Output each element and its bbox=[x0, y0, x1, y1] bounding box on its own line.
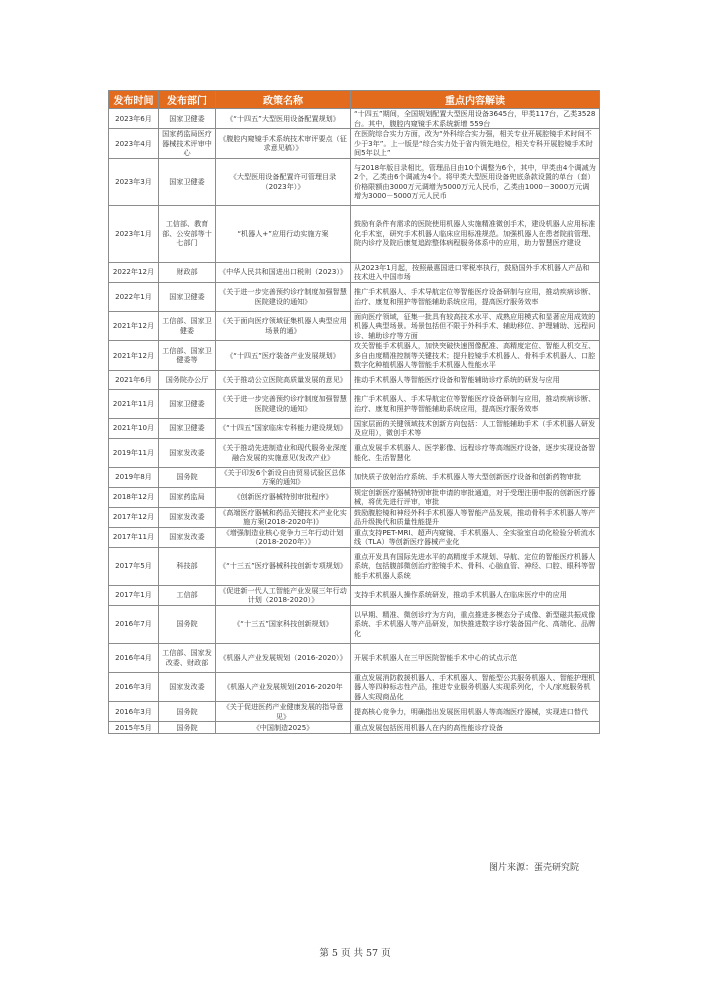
cell-policy-name: 《关于推动先进制造业和现代服务业深度融合发展的实施意见(发改产业》 bbox=[216, 438, 351, 467]
cell-date: 2022年1月 bbox=[109, 282, 159, 311]
table-row bbox=[109, 311, 600, 341]
cell-department: 国家药监局医疗器械技术评审中心 bbox=[159, 129, 216, 159]
header-key-content: 重点内容解读 bbox=[351, 91, 600, 109]
table-row bbox=[109, 341, 600, 371]
cell-date: 2015年5月 bbox=[109, 722, 159, 734]
cell-date: 2021年6月 bbox=[109, 370, 159, 389]
cell-department: 国家卫健委 bbox=[159, 158, 216, 205]
cell-key-content: 重点发展包括医用机器人在内的高性能诊疗设备 bbox=[351, 722, 600, 734]
table-row bbox=[109, 643, 600, 672]
table-header-row bbox=[109, 91, 600, 109]
cell-date: 2017年5月 bbox=[109, 547, 159, 585]
header-date: 发布时间 bbox=[109, 91, 159, 109]
cell-department: 国家药监局 bbox=[159, 487, 216, 507]
table-row bbox=[109, 487, 600, 507]
cell-policy-name: 《腹腔内窥镜手术系统技术审评要点（征求意见稿）》 bbox=[216, 129, 351, 159]
cell-date: 2023年3月 bbox=[109, 158, 159, 205]
cell-key-content: 以早期、精准、微创诊疗为方向，重点推进多模态分子成像、新型磁共振成像系统、手术机器人等产品研发，加快推进数字诊疗装备国产化、高端化、品牌化 bbox=[351, 605, 600, 643]
cell-date: 2016年3月 bbox=[109, 702, 159, 722]
cell-date: 2021年11月 bbox=[109, 389, 159, 418]
cell-policy-name: 《中华人民共和国进出口税则（2023）》 bbox=[216, 262, 351, 282]
cell-policy-name: 《高端医疗器械和药品关键技术产业化实施方案(2018-2020年)》 bbox=[216, 507, 351, 527]
cell-department: 国家发改委 bbox=[159, 527, 216, 547]
table-row bbox=[109, 527, 600, 547]
cell-date: 2023年4月 bbox=[109, 129, 159, 159]
cell-key-content: 推广手术机器人、手术导航定位等智能医疗设备研制与应用，推动疾病诊断、治疗、康复和照护等智能辅助系统应用，提高医疗服务效率 bbox=[351, 389, 600, 418]
cell-policy-name: 《关于印发6个新设自由贸易试验区总体方案的通知》 bbox=[216, 467, 351, 487]
cell-policy-name: 《促进新一代人工智能产业发展三年行动计划（2018-2020）》 bbox=[216, 585, 351, 605]
table-row bbox=[109, 109, 600, 129]
cell-key-content: 重点发展消防救援机器人、手术机器人、智能型公共服务机器人、智能护理机器人等四种标志性产品，推进专业服务机器人实现系列化，个人/家庭服务机器人实现商品化 bbox=[351, 672, 600, 702]
cell-date: 2023年1月 bbox=[109, 205, 159, 262]
cell-department: 国务院 bbox=[159, 702, 216, 722]
cell-key-content: 推动手术机器人等智能医疗设备和智能辅助诊疗系统的研发与应用 bbox=[351, 370, 600, 389]
table-row bbox=[109, 702, 600, 722]
cell-policy-name: 《“十四五”医疗装备产业发展规划》 bbox=[216, 341, 351, 371]
cell-key-content: 国家层面的关键领域技术创新方向包括：人工智能辅助手术（手术机器人研发及应用），微创手术等 bbox=[351, 418, 600, 438]
cell-policy-name: 《“十四五”大型医用设备配置规划》 bbox=[216, 109, 351, 129]
cell-key-content: 重点开发具有国际先进水平的高精度手术规划、导航、定位的智能医疗机器人系统，包括腹部微创治疗腔镜手术、骨科、心脑血管、神经、口腔、眼科等智能手术机器人系统 bbox=[351, 547, 600, 585]
cell-key-content: 在医院综合实力方面，改为“外科综合实力强，相关专业开展腔镜手术时间不少于3年”。上一版是“综合实力处于省内领先地位，相关专科开展腔镜手术时间5年以上” bbox=[351, 129, 600, 159]
cell-department: 国家卫健委 bbox=[159, 282, 216, 311]
cell-date: 2018年12月 bbox=[109, 487, 159, 507]
cell-policy-name: 《“十三五”医疗器械科技创新专项规划》 bbox=[216, 547, 351, 585]
cell-department: 国家卫健委 bbox=[159, 418, 216, 438]
cell-date: 2021年12月 bbox=[109, 311, 159, 341]
cell-department: 工信部、教育部、公安部等十七部门 bbox=[159, 205, 216, 262]
table-row bbox=[109, 547, 600, 585]
table-row bbox=[109, 605, 600, 643]
cell-date: 2016年3月 bbox=[109, 672, 159, 702]
table-row bbox=[109, 370, 600, 389]
table-row bbox=[109, 262, 600, 282]
policy-table bbox=[108, 90, 600, 734]
cell-policy-name: 《关于面向医疗领域征集机器人典型应用场景的通》 bbox=[216, 311, 351, 341]
policy-table-container bbox=[108, 90, 599, 734]
cell-department: 国务院 bbox=[159, 467, 216, 487]
cell-key-content: 支持手术机器人操作系统研发，推动手术机器人在临床医疗中的应用 bbox=[351, 585, 600, 605]
header-department: 发布部门 bbox=[159, 91, 216, 109]
cell-date: 2021年12月 bbox=[109, 341, 159, 371]
cell-date: 2019年11月 bbox=[109, 438, 159, 467]
cell-policy-name: 《大型医用设备配置许可管理目录（2023年）》 bbox=[216, 158, 351, 205]
cell-date: 2023年6月 bbox=[109, 109, 159, 129]
cell-date: 2016年7月 bbox=[109, 605, 159, 643]
table-row bbox=[109, 438, 600, 467]
cell-policy-name: “机器人+”应用行动实施方案 bbox=[216, 205, 351, 262]
cell-key-content: 与2018年版目录相比，管理品目由10个调整为6个，其中，甲类由4个调减为2个，乙类由6个调减为4个。将甲类大型医用设备兜底条款设置的单台（套）价格限额由3000万元调增为5000万元人民币，乙类由1000－3000万元调增为3000－5000万元人民币 bbox=[351, 158, 600, 205]
cell-date: 2017年1月 bbox=[109, 585, 159, 605]
cell-department: 工信部、国家发改委、财政部 bbox=[159, 643, 216, 672]
cell-department: 国务院 bbox=[159, 605, 216, 643]
table-row bbox=[109, 205, 600, 262]
cell-key-content: 规定创新医疗器械特别审批申请的审批通道，对于受理注册申报的创新医疗器械，将优先进行评审，审批 bbox=[351, 487, 600, 507]
cell-policy-name: 《关于促进医药产业健康发展的指导意见》 bbox=[216, 702, 351, 722]
table-row bbox=[109, 467, 600, 487]
cell-department: 国家卫健委 bbox=[159, 389, 216, 418]
cell-key-content: 从2023年1月起，按照最惠国进口零税率执行，鼓励国外手术机器人产品和技术进入中国市场 bbox=[351, 262, 600, 282]
cell-key-content: 加快质子放射治疗系统、手术机器人等大型创新医疗设备和创新药物审批 bbox=[351, 467, 600, 487]
cell-department: 国务院 bbox=[159, 722, 216, 734]
cell-key-content: “十四五”期间，全国规划配置大型医用设备3645台，甲类117台，乙类3528台。其中，腹腔内窥镜手术系统新增 559台 bbox=[351, 109, 600, 129]
cell-policy-name: 《关于进一步完善预约诊疗制度加强智慧医院建设的通知》 bbox=[216, 282, 351, 311]
cell-policy-name: 《创新医疗器械特别审批程序》 bbox=[216, 487, 351, 507]
table-row bbox=[109, 389, 600, 418]
cell-policy-name: 《机器人产业发展规划（2016-2020）》 bbox=[216, 643, 351, 672]
cell-date: 2017年11月 bbox=[109, 527, 159, 547]
cell-date: 2021年10月 bbox=[109, 418, 159, 438]
table-row bbox=[109, 722, 600, 734]
cell-key-content: 面向医疗领域，征集一批具有较高技术水平、成熟应用模式和显著应用成效的机器人典型场景。场景包括但不限于外科手术、辅助移位、护理辅助、远程问诊、辅助诊疗等方面 bbox=[351, 311, 600, 341]
table-row bbox=[109, 129, 600, 159]
cell-key-content: 开展手术机器人在三甲医院智能手术中心的试点示范 bbox=[351, 643, 600, 672]
header-policy-name: 政策名称 bbox=[216, 91, 351, 109]
cell-policy-name: 《关于推动公立医院高质量发展的意见》 bbox=[216, 370, 351, 389]
cell-date: 2019年8月 bbox=[109, 467, 159, 487]
table-row bbox=[109, 158, 600, 205]
cell-department: 国家发改委 bbox=[159, 507, 216, 527]
cell-department: 国家发改委 bbox=[159, 438, 216, 467]
cell-key-content: 推广手术机器人、手术导航定位等智能医疗设备研制与应用，推动疾病诊断、治疗、康复和照护等智能辅助系统应用，提高医疗服务效率 bbox=[351, 282, 600, 311]
cell-department: 工信部、国家卫健委等 bbox=[159, 341, 216, 371]
cell-key-content: 提高核心竞争力，明确指出发展医用机器人等高端医疗器械，实现进口替代 bbox=[351, 702, 600, 722]
cell-department: 科技部 bbox=[159, 547, 216, 585]
cell-department: 国家发改委 bbox=[159, 672, 216, 702]
cell-date: 2016年4月 bbox=[109, 643, 159, 672]
cell-key-content: 攻关智能手术机器人，加快突破快速图像配准、高精度定位、智能人机交互、多自由度精准控制等关键技术；提升腔镜手术机器人、骨科手术机器人、口腔数字化种植机器人等智能手术机器人性能水平 bbox=[351, 341, 600, 371]
cell-key-content: 鼓励腹腔镜和神经外科手术机器人等智能产品发展，推动骨科手术机器人等产品升级换代和质量性能提升 bbox=[351, 507, 600, 527]
cell-policy-name: 《关于进一步完善预约诊疗制度加强智慧医院建设的通知》 bbox=[216, 389, 351, 418]
page-footer: 第 5 页 共 57 页 bbox=[319, 948, 391, 959]
table-row bbox=[109, 585, 600, 605]
table-row bbox=[109, 672, 600, 702]
cell-policy-name: 《“十三五”国家科技创新规划》 bbox=[216, 605, 351, 643]
cell-key-content: 重点支持PET-MRI、超声内窥镜、手术机器人、全实验室自动化检验分析流水线（TLA）等创新医疗器械产业化 bbox=[351, 527, 600, 547]
cell-department: 工信部 bbox=[159, 585, 216, 605]
cell-department: 国家卫健委 bbox=[159, 109, 216, 129]
cell-policy-name: 《中国制造2025》 bbox=[216, 722, 351, 734]
cell-policy-name: 《机器人产业发展规划(2016-2020年 bbox=[216, 672, 351, 702]
cell-department: 工信部、国家卫健委 bbox=[159, 311, 216, 341]
table-row bbox=[109, 418, 600, 438]
cell-key-content: 重点发展手术机器人、医学影像、远程诊疗等高端医疗设备，逐步实现设备智能化、生活智慧化 bbox=[351, 438, 600, 467]
cell-date: 2017年12月 bbox=[109, 507, 159, 527]
cell-department: 国务院办公厅 bbox=[159, 370, 216, 389]
cell-department: 财政部 bbox=[159, 262, 216, 282]
table-row bbox=[109, 282, 600, 311]
image-source-note: 图片来源：蛋壳研究院 bbox=[489, 863, 580, 873]
cell-policy-name: 《增强制造业核心竞争力三年行动计划（2018-2020年）》 bbox=[216, 527, 351, 547]
cell-date: 2022年12月 bbox=[109, 262, 159, 282]
cell-key-content: 鼓励有条件有需求的医院使用机器人实施精准微创手术，建设机器人应用标准化手术室，研究手术机器人临床应用标准规范。加强机器人在患者院前管理、院内诊疗及院后康复追踪整体病程服务体系中的应用，助力智慧医疗建设 bbox=[351, 205, 600, 262]
table-row bbox=[109, 507, 600, 527]
cell-policy-name: 《“十四五”国家临床专科能力建设规划》 bbox=[216, 418, 351, 438]
